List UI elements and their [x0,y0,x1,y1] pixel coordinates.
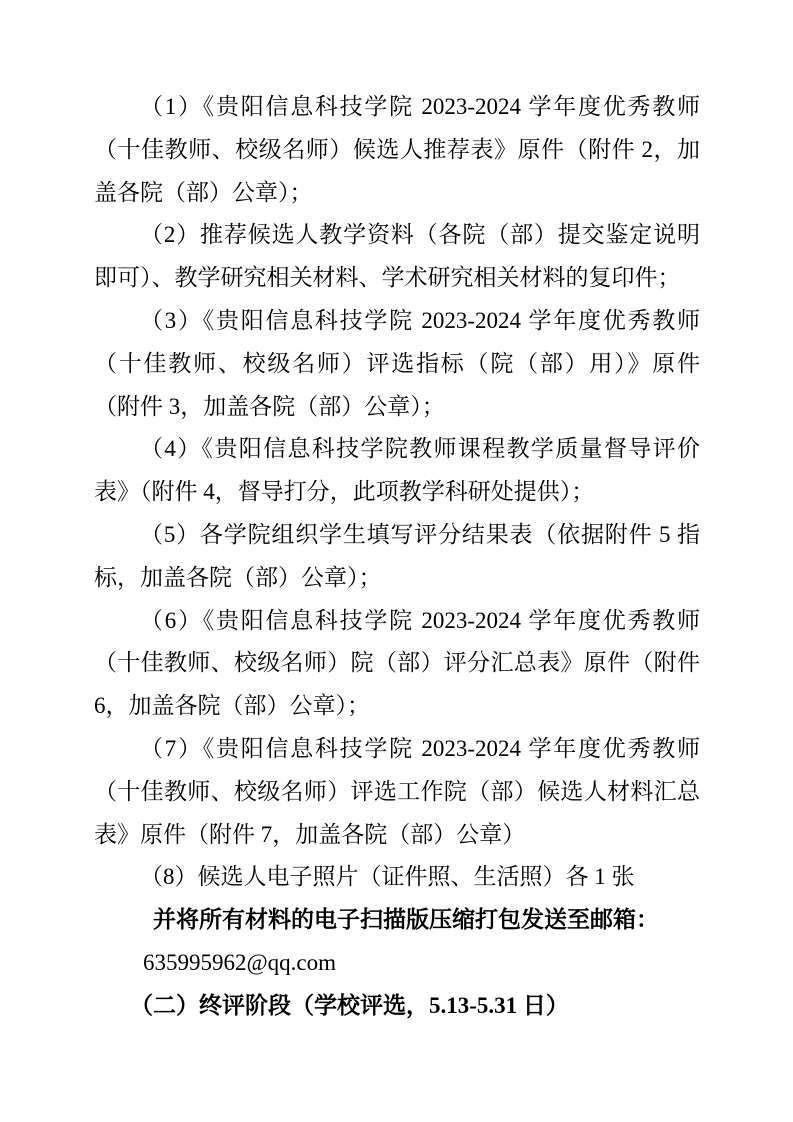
list-item-4: （4）《贵阳信息科技学院教师课程教学质量督导评价表》（附件 4，督导打分，此项教学科研处提供）； [94,436,700,505]
list-item-8: （8）候选人电子照片（证件照、生活照）各 1 张 [140,864,635,890]
section-heading: （二）终评阶段（学校评选，5.13-5.31 日） [130,992,569,1018]
list-item-6: （6）《贵阳信息科技学院 2023-2024 学年度优秀教师（十佳教师、校级名师）院（部）评分汇总表》原件（附件 6，加盖各院（部）公章）； [94,607,700,719]
email-instruction: 并将所有材料的电子扫描版压缩打包发送至邮箱： [153,907,659,933]
email-address: 635995962@qq.com [143,949,337,975]
list-item-3: （3）《贵阳信息科技学院 2023-2024 学年度优秀教师（十佳教师、校级名师）评选指标（院（部）用）》原件（附件 3，加盖各院（部）公章）； [94,307,700,419]
list-item-1: （1）《贵阳信息科技学院 2023-2024 学年度优秀教师（十佳教师、校级名师）候选人推荐表》原件（附件 2，加盖各院（部）公章）； [94,94,700,205]
list-item-2: （2）推荐候选人教学资料（各院（部）提交鉴定说明即可）、教学研究相关材料、学术研究相关材料的复印件； [94,222,700,291]
list-item-5: （5）各学院组织学生填写评分结果表（依据附件 5 指标，加盖各院（部）公章）； [94,521,700,590]
list-item-7: （7）《贵阳信息科技学院 2023-2024 学年度优秀教师（十佳教师、校级名师）评选工作院（部）候选人材料汇总表》原件（附件 7，加盖各院（部）公章） [94,735,700,847]
